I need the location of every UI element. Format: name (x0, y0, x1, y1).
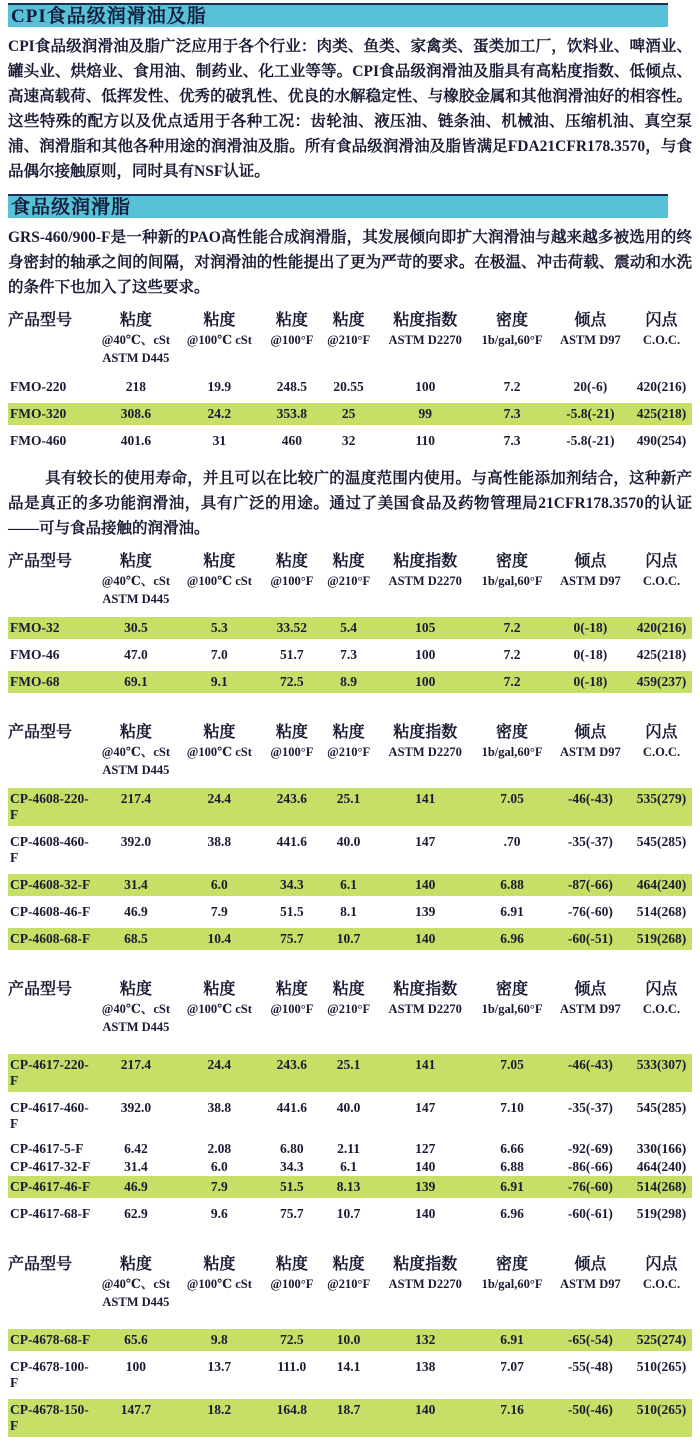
value-cell: -87(-66) (567, 877, 613, 892)
value-cell: 460 (281, 433, 302, 448)
product-model-cell: CP-4617-68-F (10, 1206, 91, 1221)
value-cell: 217.4 (120, 1057, 152, 1072)
spec-table-row (8, 1176, 692, 1198)
value-cell: 68.5 (124, 931, 148, 946)
value-cell: 25 (341, 406, 356, 421)
value-cell: 7.10 (500, 1100, 524, 1115)
column-header-density: 密度 1b/gal,60°F (481, 1256, 543, 1291)
column-header-viscosity-100f: 粘度 @100°F (270, 981, 314, 1016)
value-cell: 10.7 (336, 931, 361, 946)
value-cell: 33.52 (276, 620, 308, 635)
value-cell: 420(216) (636, 379, 687, 394)
spec-table-cp4608 (8, 722, 692, 950)
value-cell: 6.0 (210, 1159, 228, 1174)
spec-table-row (8, 874, 692, 896)
value-cell: 31.4 (124, 1159, 148, 1174)
product-model-cell: CP-4608-46-F (10, 904, 91, 919)
value-cell: 72.5 (280, 1332, 304, 1347)
spec-table-fmo-light (8, 551, 692, 693)
product-model-cell: CP-4617-5-F (10, 1141, 84, 1156)
value-cell: 401.6 (120, 433, 152, 448)
spec-table-body (8, 1054, 692, 1225)
column-header-viscosity-40c: 粘度 @40℃、cSt ASTM D445 (101, 724, 171, 777)
value-cell: 18.7 (336, 1402, 361, 1417)
value-cell: 218 (125, 379, 147, 394)
value-cell: -35(-37) (567, 1100, 613, 1115)
spec-table-fmo-heavy (8, 310, 692, 452)
value-cell: 127 (415, 1141, 436, 1156)
spec-table-row (8, 671, 692, 693)
product-model-cell: FMO-460 (10, 433, 67, 448)
product-model-cell: CP-4608-68-F (10, 931, 91, 946)
value-cell: 38.8 (207, 1100, 232, 1115)
value-cell: 330(166) (636, 1141, 687, 1156)
value-cell: 19.9 (207, 379, 232, 394)
value-cell: -60(-51) (567, 931, 613, 946)
column-header-viscosity-40c: 粘度 @40℃、cSt ASTM D445 (101, 981, 171, 1034)
value-cell: 62.9 (124, 1206, 148, 1221)
value-cell: 0(-18) (573, 620, 608, 635)
value-cell: 545(285) (636, 834, 687, 849)
value-cell: 100 (415, 647, 436, 662)
value-cell: 392.0 (120, 834, 152, 849)
spec-table-row (8, 901, 692, 923)
intro-paragraph-grease: GRS-460/900-F是一种新的PAO高性能合成润滑脂，其发展倾向即扩大润滑油与越来越多被选用的终身密封的轴承之间的间隔，对润滑油的性能提出了更为严苛的要求。在极温、冲击荷载、震动和水洗的条件下也加入了这些要求。 (8, 229, 692, 296)
value-cell: 2.11 (337, 1141, 361, 1156)
column-header-viscosity-100c: 粘度 @100℃ cSt (186, 312, 252, 347)
value-cell: 65.6 (124, 1332, 148, 1347)
value-cell: 24.4 (207, 1057, 232, 1072)
value-cell: -5.8(-21) (566, 406, 615, 421)
value-cell: 25.1 (336, 1057, 361, 1072)
value-cell: 6.88 (500, 877, 524, 892)
value-cell: 217.4 (120, 791, 152, 806)
product-model-cell: CP-4678-150-F (10, 1402, 89, 1433)
column-header-density: 密度 1b/gal,60°F (481, 312, 543, 347)
value-cell: 525(274) (636, 1332, 687, 1347)
column-header-flash-point: 闪点 C.O.C. (642, 724, 681, 759)
value-cell: 140 (415, 1402, 436, 1417)
spacer (8, 698, 692, 712)
spec-table-row (8, 1158, 692, 1176)
column-header-viscosity-40c: 粘度 @40℃、cSt ASTM D445 (101, 553, 171, 606)
value-cell: 9.1 (210, 674, 228, 689)
value-cell: 140 (415, 1159, 436, 1174)
value-cell: 6.88 (500, 1159, 524, 1174)
column-header-viscosity-100f: 粘度 @100°F (270, 724, 314, 759)
product-model-cell: CP-4608-32-F (10, 877, 91, 892)
value-cell: 140 (415, 931, 436, 946)
value-cell: 464(240) (636, 1159, 687, 1174)
value-cell: 140 (415, 1206, 436, 1221)
column-header-viscosity-index: 粘度指数 ASTM D2270 (388, 553, 462, 588)
value-cell: 7.9 (210, 1179, 228, 1194)
column-header-flash-point: 闪点 C.O.C. (642, 553, 681, 588)
value-cell: 510(265) (636, 1359, 687, 1374)
value-cell: 141 (415, 1057, 436, 1072)
spec-table-cp4678 (8, 1254, 692, 1437)
value-cell: 140 (415, 877, 436, 892)
value-cell: 32 (341, 433, 356, 448)
value-cell: 132 (415, 1332, 436, 1347)
value-cell: 6.91 (500, 1179, 524, 1194)
spec-table-row (8, 1203, 692, 1225)
value-cell: 24.4 (207, 791, 232, 806)
value-cell: 353.8 (276, 406, 308, 421)
value-cell: 99 (418, 406, 432, 421)
value-cell: 7.16 (500, 1402, 524, 1417)
value-cell: 441.6 (276, 1100, 308, 1115)
value-cell: 7.2 (503, 620, 521, 635)
value-cell: 420(216) (636, 620, 687, 635)
value-cell: 100 (415, 379, 436, 394)
value-cell: -46(-43) (567, 1057, 613, 1072)
value-cell: 6.80 (280, 1141, 304, 1156)
value-cell: 6.96 (500, 931, 524, 946)
product-model-cell: CP-4608-220-F (10, 791, 89, 822)
value-cell: 8.1 (340, 904, 358, 919)
value-cell: 40.0 (336, 834, 361, 849)
value-cell: 519(298) (636, 1206, 687, 1221)
column-header-viscosity-100c: 粘度 @100℃ cSt (186, 724, 252, 759)
spec-table-row (8, 1054, 692, 1092)
value-cell: 533(307) (636, 1057, 687, 1072)
column-header-product: 产品型号 (8, 1256, 73, 1273)
value-cell: 7.0 (210, 647, 228, 662)
value-cell: 248.5 (276, 379, 308, 394)
value-cell: 40.0 (336, 1100, 361, 1115)
value-cell: 7.07 (500, 1359, 524, 1374)
value-cell: 514(268) (636, 904, 687, 919)
value-cell: 5.4 (340, 620, 358, 635)
value-cell: 2.08 (207, 1141, 232, 1156)
value-cell: 47.0 (124, 647, 148, 662)
value-cell: 139 (415, 904, 436, 919)
value-cell: 72.5 (280, 674, 304, 689)
product-model-cell: CP-4617-460-F (10, 1100, 89, 1131)
column-header-viscosity-210f: 粘度 @210°F (327, 981, 371, 1016)
value-cell: 147 (415, 834, 436, 849)
column-header-flash-point: 闪点 C.O.C. (642, 1256, 681, 1291)
column-header-viscosity-index: 粘度指数 ASTM D2270 (388, 312, 462, 347)
column-header-pour-point: 倾点 ASTM D97 (559, 981, 621, 1016)
product-model-cell: CP-4617-32-F (10, 1159, 91, 1174)
value-cell: 51.5 (280, 904, 304, 919)
spec-table-row (8, 1140, 692, 1158)
value-cell: 105 (415, 620, 436, 635)
spec-table-body (8, 376, 692, 452)
value-cell: 31 (212, 433, 227, 448)
value-cell: 6.91 (500, 1332, 524, 1347)
value-cell: 6.91 (500, 904, 524, 919)
product-model-cell: FMO-32 (10, 620, 60, 635)
product-model-cell: CP-4678-100-F (10, 1359, 89, 1390)
column-header-product: 产品型号 (8, 312, 73, 329)
value-cell: -55(-48) (567, 1359, 613, 1374)
product-model-cell: CP-4617-46-F (10, 1179, 91, 1194)
value-cell: 147.7 (120, 1402, 152, 1417)
column-header-viscosity-100f: 粘度 @100°F (270, 1256, 314, 1291)
value-cell: 10.7 (336, 1206, 361, 1221)
product-model-cell: FMO-320 (10, 406, 67, 421)
value-cell: 18.2 (207, 1402, 232, 1417)
value-cell: 164.8 (276, 1402, 308, 1417)
value-cell: .70 (503, 834, 521, 849)
column-header-viscosity-210f: 粘度 @210°F (327, 553, 371, 588)
column-header-viscosity-210f: 粘度 @210°F (327, 312, 371, 347)
value-cell: 441.6 (276, 834, 308, 849)
column-header-viscosity-index: 粘度指数 ASTM D2270 (388, 724, 462, 759)
value-cell: 7.2 (503, 379, 521, 394)
value-cell: 7.3 (503, 406, 521, 421)
value-cell: 510(265) (636, 1402, 687, 1417)
column-header-product: 产品型号 (8, 981, 73, 998)
spec-table-cp4617 (8, 979, 692, 1225)
column-header-density: 密度 1b/gal,60°F (481, 724, 543, 759)
value-cell: 6.42 (124, 1141, 148, 1156)
column-header-viscosity-210f: 粘度 @210°F (327, 1256, 371, 1291)
spec-table-row (8, 430, 692, 452)
value-cell: -65(-54) (567, 1332, 613, 1347)
value-cell: 464(240) (636, 877, 687, 892)
column-header-viscosity-40c: 粘度 @40℃、cSt ASTM D445 (101, 1256, 171, 1309)
value-cell: 38.8 (207, 834, 232, 849)
value-cell: 8.13 (336, 1179, 361, 1194)
spec-table-row (8, 1097, 692, 1135)
value-cell: 392.0 (120, 1100, 152, 1115)
value-cell: 514(268) (636, 1179, 687, 1194)
spec-table-row (8, 403, 692, 425)
value-cell: 24.2 (207, 406, 232, 421)
value-cell: 69.1 (124, 674, 148, 689)
column-header-viscosity-100c: 粘度 @100℃ cSt (186, 981, 252, 1016)
value-cell: 100 (415, 674, 436, 689)
value-cell: 7.2 (503, 647, 521, 662)
value-cell: -5.8(-21) (566, 433, 615, 448)
value-cell: 13.7 (207, 1359, 232, 1374)
column-header-flash-point: 闪点 C.O.C. (642, 981, 681, 1016)
column-header-density: 密度 1b/gal,60°F (481, 553, 543, 588)
column-header-product: 产品型号 (8, 724, 73, 741)
product-model-cell: CP-4617-220-F (10, 1057, 89, 1088)
spec-table-body (8, 617, 692, 693)
spec-table-row (8, 928, 692, 950)
spec-table-row (8, 788, 692, 826)
value-cell: 7.05 (500, 1057, 524, 1072)
mid-paragraph-fmo: 具有较长的使用寿命，并且可以在比较广的温度范围内使用。与高性能添加剂结合，这种新产品是真正的多功能润滑油，具有广泛的用途。通过了美国食品及药物管理局21CFR178.3570的认证——可与食品接触的润滑油。 (8, 470, 692, 537)
column-header-viscosity-210f: 粘度 @210°F (327, 724, 371, 759)
product-model-cell: FMO-46 (10, 647, 60, 662)
spec-table-row (8, 617, 692, 639)
value-cell: -35(-37) (567, 834, 613, 849)
spec-table-body (8, 788, 692, 950)
product-model-cell: CP-4678-68-F (10, 1332, 91, 1347)
spec-table-row (8, 1329, 692, 1351)
column-header-pour-point: 倾点 ASTM D97 (559, 553, 621, 588)
value-cell: 7.3 (340, 647, 358, 662)
value-cell: 75.7 (280, 931, 304, 946)
value-cell: 7.2 (503, 674, 521, 689)
value-cell: 100 (125, 1359, 147, 1374)
value-cell: 46.9 (124, 1179, 148, 1194)
value-cell: 6.66 (500, 1141, 524, 1156)
value-cell: 46.9 (124, 904, 148, 919)
section-title: 食品级润滑脂 (11, 197, 132, 218)
value-cell: 138 (415, 1359, 436, 1374)
value-cell: 0(-18) (573, 674, 608, 689)
column-header-viscosity-100c: 粘度 @100℃ cSt (186, 1256, 252, 1291)
product-model-cell: CP-4608-460-F (10, 834, 89, 865)
spacer (8, 955, 692, 969)
section-header-food-grade-grease (8, 194, 668, 218)
spec-table-row (8, 831, 692, 869)
value-cell: 9.8 (210, 1332, 228, 1347)
spacer (8, 1230, 692, 1244)
column-header-viscosity-100f: 粘度 @100°F (270, 553, 314, 588)
value-cell: 34.3 (280, 877, 304, 892)
value-cell: 10.0 (336, 1332, 361, 1347)
value-cell: -60(-61) (567, 1206, 613, 1221)
value-cell: 110 (415, 433, 435, 448)
value-cell: -76(-60) (567, 1179, 613, 1194)
value-cell: 6.1 (340, 877, 358, 892)
column-header-pour-point: 倾点 ASTM D97 (559, 312, 621, 347)
spec-table-row (8, 376, 692, 398)
spec-table-row (8, 1399, 692, 1437)
column-header-viscosity-100c: 粘度 @100℃ cSt (186, 553, 252, 588)
value-cell: 8.9 (340, 674, 358, 689)
intro-paragraph-oils: CPI食品级润滑油及脂广泛应用于各个行业：肉类、鱼类、家禽类、蛋类加工厂，饮料业、啤酒业、罐头业、烘焙业、食用油、制药业、化工业等等。CPI食品级润滑油及脂具有高粘度指数、低倾点、高速高载荷、低挥发性、优秀的破乳性、优良的水解稳定性、与橡胶金属和其他润滑油好的相容性。这些特殊的配方以及优点适用于各种工况：齿轮油、液压油、链条油、机械油、压缩机油、真空泵浦、润滑脂和其他各种用途的润滑油及脂。所有食品级润滑油及脂皆满足FDA21CFR178.3570，与食品偶尔接触原则，同时具有NSF认证。 (8, 38, 692, 180)
value-cell: -86(-66) (567, 1159, 613, 1174)
value-cell: 425(218) (636, 647, 687, 662)
value-cell: -92(-69) (567, 1141, 613, 1156)
value-cell: 425(218) (636, 406, 687, 421)
column-header-density: 密度 1b/gal,60°F (481, 981, 543, 1016)
value-cell: 6.1 (340, 1159, 358, 1174)
spec-table-row (8, 1356, 692, 1394)
spec-table-body (8, 1329, 692, 1437)
column-header-viscosity-100f: 粘度 @100°F (270, 312, 314, 347)
value-cell: 31.4 (124, 877, 148, 892)
column-header-pour-point: 倾点 ASTM D97 (559, 724, 621, 759)
value-cell: 7.9 (210, 904, 228, 919)
value-cell: 139 (415, 1179, 436, 1194)
spec-table-header (8, 722, 692, 779)
value-cell: 6.0 (210, 877, 228, 892)
value-cell: 10.4 (207, 931, 232, 946)
product-model-cell: FMO-68 (10, 674, 60, 689)
value-cell: -46(-43) (567, 791, 613, 806)
value-cell: 30.5 (124, 620, 148, 635)
spec-table-header (8, 551, 692, 608)
value-cell: 5.3 (210, 620, 228, 635)
value-cell: 75.7 (280, 1206, 304, 1221)
value-cell: 14.1 (336, 1359, 361, 1374)
value-cell: 490(254) (636, 433, 687, 448)
value-cell: 9.6 (210, 1206, 228, 1221)
value-cell: -76(-60) (567, 904, 613, 919)
value-cell: 20(-6) (573, 379, 608, 394)
column-header-product: 产品型号 (8, 553, 73, 570)
value-cell: 243.6 (276, 1057, 308, 1072)
value-cell: 34.3 (280, 1159, 304, 1174)
column-header-viscosity-index: 粘度指数 ASTM D2270 (388, 981, 462, 1016)
spec-table-header (8, 310, 692, 367)
spec-table-header (8, 1254, 692, 1311)
value-cell: 545(285) (636, 1100, 687, 1115)
value-cell: 147 (415, 1100, 436, 1115)
section-header-food-grade-oils (8, 3, 668, 27)
value-cell: -50(-46) (567, 1402, 613, 1417)
value-cell: 0(-18) (573, 647, 608, 662)
value-cell: 6.96 (500, 1206, 524, 1221)
column-header-viscosity-index: 粘度指数 ASTM D2270 (388, 1256, 462, 1291)
spec-table-row (8, 644, 692, 666)
value-cell: 459(237) (636, 674, 687, 689)
section-title: CPI食品级润滑油及脂 (11, 6, 207, 27)
column-header-viscosity-40c: 粘度 @40℃、cSt ASTM D445 (101, 312, 171, 365)
value-cell: 25.1 (336, 791, 361, 806)
value-cell: 20.55 (333, 379, 364, 394)
product-model-cell: FMO-220 (10, 379, 67, 394)
column-header-pour-point: 倾点 ASTM D97 (559, 1256, 621, 1291)
value-cell: 51.7 (280, 647, 304, 662)
value-cell: 535(279) (636, 791, 687, 806)
value-cell: 111.0 (277, 1359, 307, 1374)
value-cell: 141 (415, 791, 436, 806)
spec-table-header (8, 979, 692, 1036)
value-cell: 308.6 (120, 406, 152, 421)
value-cell: 7.3 (503, 433, 521, 448)
value-cell: 7.05 (500, 791, 524, 806)
column-header-flash-point: 闪点 C.O.C. (642, 312, 681, 347)
value-cell: 519(268) (636, 931, 687, 946)
value-cell: 243.6 (276, 791, 308, 806)
value-cell: 51.5 (280, 1179, 304, 1194)
